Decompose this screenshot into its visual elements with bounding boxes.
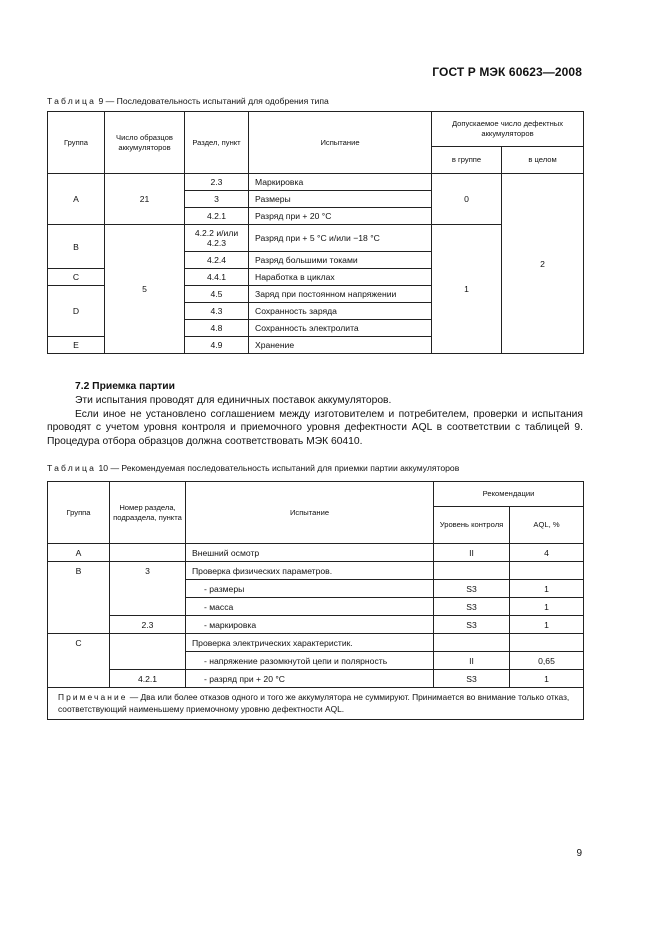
- table10-caption-label: Таблица: [47, 463, 97, 473]
- t10-note: [48, 688, 584, 720]
- t10-test: Внешний осмотр: [186, 544, 434, 562]
- t10-aql: 1: [510, 670, 584, 688]
- t10-group-a: A: [48, 544, 110, 562]
- t10-section: 2.3: [110, 616, 186, 634]
- page-number: 9: [576, 848, 582, 859]
- t9-samples-bcde: 5: [105, 225, 185, 354]
- section-title: 7.2 Приемка партии: [75, 381, 175, 392]
- t10-level: S3: [434, 670, 510, 688]
- t10-level: II: [434, 652, 510, 670]
- t9-section: 4.8: [185, 320, 249, 337]
- section-paragraph: Эти испытания проводят для единичных поставок аккумуляторов.: [75, 394, 392, 406]
- t10-note-label: Примечание: [58, 692, 128, 702]
- t10-aql: 1: [510, 580, 584, 598]
- t10-group-c: C: [48, 634, 110, 688]
- t9-test: Сохранность заряда: [249, 303, 432, 320]
- t10-aql: 1: [510, 598, 584, 616]
- t9-header-test: Испытание: [249, 112, 432, 174]
- t10-aql: [510, 634, 584, 652]
- table9-caption-label: Таблица: [47, 96, 97, 106]
- t10-level: II: [434, 544, 510, 562]
- t9-test: Заряд при постоянном напряжении: [249, 286, 432, 303]
- t10-level: S3: [434, 580, 510, 598]
- table9-caption-text: 9 — Последовательность испытаний для одобрения типа: [98, 96, 329, 106]
- t9-test: Разряд при + 20 °С: [249, 208, 432, 225]
- t10-header-aql: AQL, %: [510, 507, 584, 544]
- t9-header-in-group: в группе: [432, 147, 502, 174]
- document-header: ГОСТ Р МЭК 60623—2008: [432, 65, 582, 79]
- t9-section: 4.3: [185, 303, 249, 320]
- t10-level: [434, 562, 510, 580]
- section-7-2: [47, 380, 583, 449]
- t9-group-d: D: [48, 286, 105, 337]
- t9-section: 4.2.4: [185, 252, 249, 269]
- t10-test-sub: - напряжение разомкнутой цепи и полярность: [186, 652, 434, 670]
- t9-header-group: Группа: [48, 112, 105, 174]
- t9-group-e: E: [48, 337, 105, 354]
- t9-test: Маркировка: [249, 174, 432, 191]
- t10-section: 4.2.1: [110, 670, 186, 688]
- t9-test: Сохранность электролита: [249, 320, 432, 337]
- t10-test-sub: - масса: [186, 598, 434, 616]
- t10-section: 3: [110, 562, 186, 616]
- t10-test: Проверка физических параметров.: [186, 562, 434, 580]
- t9-test: Хранение: [249, 337, 432, 354]
- t10-level: S3: [434, 598, 510, 616]
- t9-group-c: C: [48, 269, 105, 286]
- t10-level: S3: [434, 616, 510, 634]
- t10-aql: 0,65: [510, 652, 584, 670]
- t10-test-sub: - маркировка: [186, 616, 434, 634]
- t10-section: [110, 634, 186, 670]
- t10-test: Проверка электрических характеристик.: [186, 634, 434, 652]
- t9-section: 4.5: [185, 286, 249, 303]
- t10-section: [110, 544, 186, 562]
- table10-caption-text: 10 — Рекомендуемая последовательность испытаний для приемки партии аккумуляторов: [98, 463, 460, 473]
- t10-header-level: Уровень контроля: [434, 507, 510, 544]
- t10-header-group: Группа: [48, 482, 110, 544]
- t9-test: Разряд большими токами: [249, 252, 432, 269]
- t9-section: 4.2.1: [185, 208, 249, 225]
- table10-caption: [47, 463, 459, 473]
- t10-aql: 4: [510, 544, 584, 562]
- t9-allowed-group-a: 0: [432, 174, 502, 225]
- t10-aql: 1: [510, 616, 584, 634]
- t10-test-sub: - размеры: [186, 580, 434, 598]
- t9-section: 2.3: [185, 174, 249, 191]
- t10-header-section: Номер раздела, подраздела, пункта: [110, 482, 186, 544]
- t9-header-allowed: Допускаемое число дефектных аккумуляторов: [432, 112, 584, 147]
- t9-section: 4.2.2 и/или 4.2.3: [185, 225, 249, 252]
- t10-group-b: B: [48, 562, 110, 634]
- t9-header-section: Раздел, пункт: [185, 112, 249, 174]
- t9-test: Разряд при + 5 °С и/или −18 °С: [249, 225, 432, 252]
- t9-allowed-total: 2: [502, 174, 584, 354]
- t10-header-test: Испытание: [186, 482, 434, 544]
- t9-samples-a: 21: [105, 174, 185, 225]
- t9-group-a: A: [48, 174, 105, 225]
- t9-allowed-group-bcde: 1: [432, 225, 502, 354]
- table9-caption: [47, 96, 329, 106]
- t10-header-recommendations: Рекомендации: [434, 482, 584, 507]
- t9-section: 3: [185, 191, 249, 208]
- t9-section: 4.9: [185, 337, 249, 354]
- t10-note-text: — Два или более отказов одного и того же аккумулятора не суммируют. Принимается во внимание только отказ, соответствующий наименьшему приемочному уровню дефектности AQL.: [58, 692, 570, 714]
- t9-header-total: в целом: [502, 147, 584, 174]
- t10-level: [434, 634, 510, 652]
- t9-test: Наработка в циклах: [249, 269, 432, 286]
- t10-test-sub: - разряд при + 20 °С: [186, 670, 434, 688]
- t10-aql: [510, 562, 584, 580]
- table10: [47, 481, 584, 720]
- table9: [47, 111, 584, 354]
- t9-test: Размеры: [249, 191, 432, 208]
- t9-header-samples: Число образцов аккумуляторов: [105, 112, 185, 174]
- t9-group-b: B: [48, 225, 105, 269]
- t9-section: 4.4.1: [185, 269, 249, 286]
- section-paragraph: Если иное не установлено соглашением между изготовителем и потребителем, проверки и испытания проводят с учетом уровня контроля и приемочного уровня дефектности AQL в соответствии с таблицей 9. Процедура отбора образцов должна соответствовать МЭК 60410.: [47, 408, 583, 448]
